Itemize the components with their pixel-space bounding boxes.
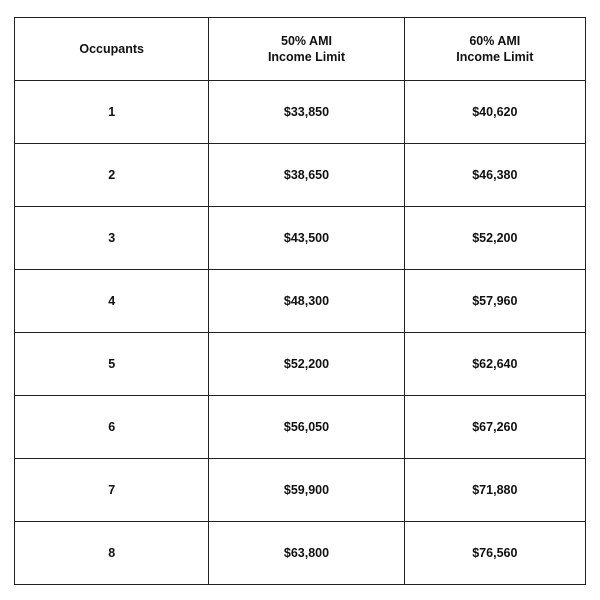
occupants-cell: 4 [15, 270, 209, 333]
header-50-ami-line-1: 50% AMI [281, 34, 332, 48]
occupants-cell: 8 [15, 522, 209, 585]
header-occupants [15, 18, 209, 81]
ami-60-cell: $46,380 [404, 144, 585, 207]
ami-50-cell: $56,050 [209, 396, 404, 459]
table-row [15, 207, 586, 270]
header-occupants-label: Occupants [79, 42, 144, 56]
occupants-cell: 6 [15, 396, 209, 459]
ami-50-cell: $33,850 [209, 81, 404, 144]
ami-60-cell: $40,620 [404, 81, 585, 144]
ami-60-cell: $62,640 [404, 333, 585, 396]
header-60-ami [404, 18, 585, 81]
ami-50-cell: $43,500 [209, 207, 404, 270]
header-60-ami-line-1: 60% AMI [469, 34, 521, 48]
table-row [15, 522, 586, 585]
header-50-ami-line-2: Income Limit [267, 50, 346, 64]
table-row [15, 81, 586, 144]
ami-60-cell: $71,880 [404, 459, 585, 522]
ami-60-cell: $57,960 [404, 270, 585, 333]
ami-50-cell: $48,300 [209, 270, 404, 333]
table-header [15, 18, 586, 81]
ami-50-cell: $38,650 [209, 144, 404, 207]
table-row [15, 270, 586, 333]
occupants-cell: 3 [15, 207, 209, 270]
table-row [15, 396, 586, 459]
ami-60-cell: $52,200 [404, 207, 585, 270]
occupants-cell: 5 [15, 333, 209, 396]
table-body [15, 81, 586, 585]
occupants-cell: 2 [15, 144, 209, 207]
table-row [15, 333, 586, 396]
ami-60-cell: $67,260 [404, 396, 585, 459]
header-row [15, 18, 586, 81]
table-row [15, 459, 586, 522]
occupants-cell: 7 [15, 459, 209, 522]
ami-50-cell: $59,900 [209, 459, 404, 522]
table-row [15, 144, 586, 207]
occupants-cell: 1 [15, 81, 209, 144]
ami-60-cell: $76,560 [404, 522, 585, 585]
ami-50-cell: $63,800 [209, 522, 404, 585]
income-limits-table [14, 17, 586, 585]
header-50-ami [209, 18, 404, 81]
header-60-ami-line-2: Income Limit [456, 50, 534, 64]
ami-50-cell: $52,200 [209, 333, 404, 396]
